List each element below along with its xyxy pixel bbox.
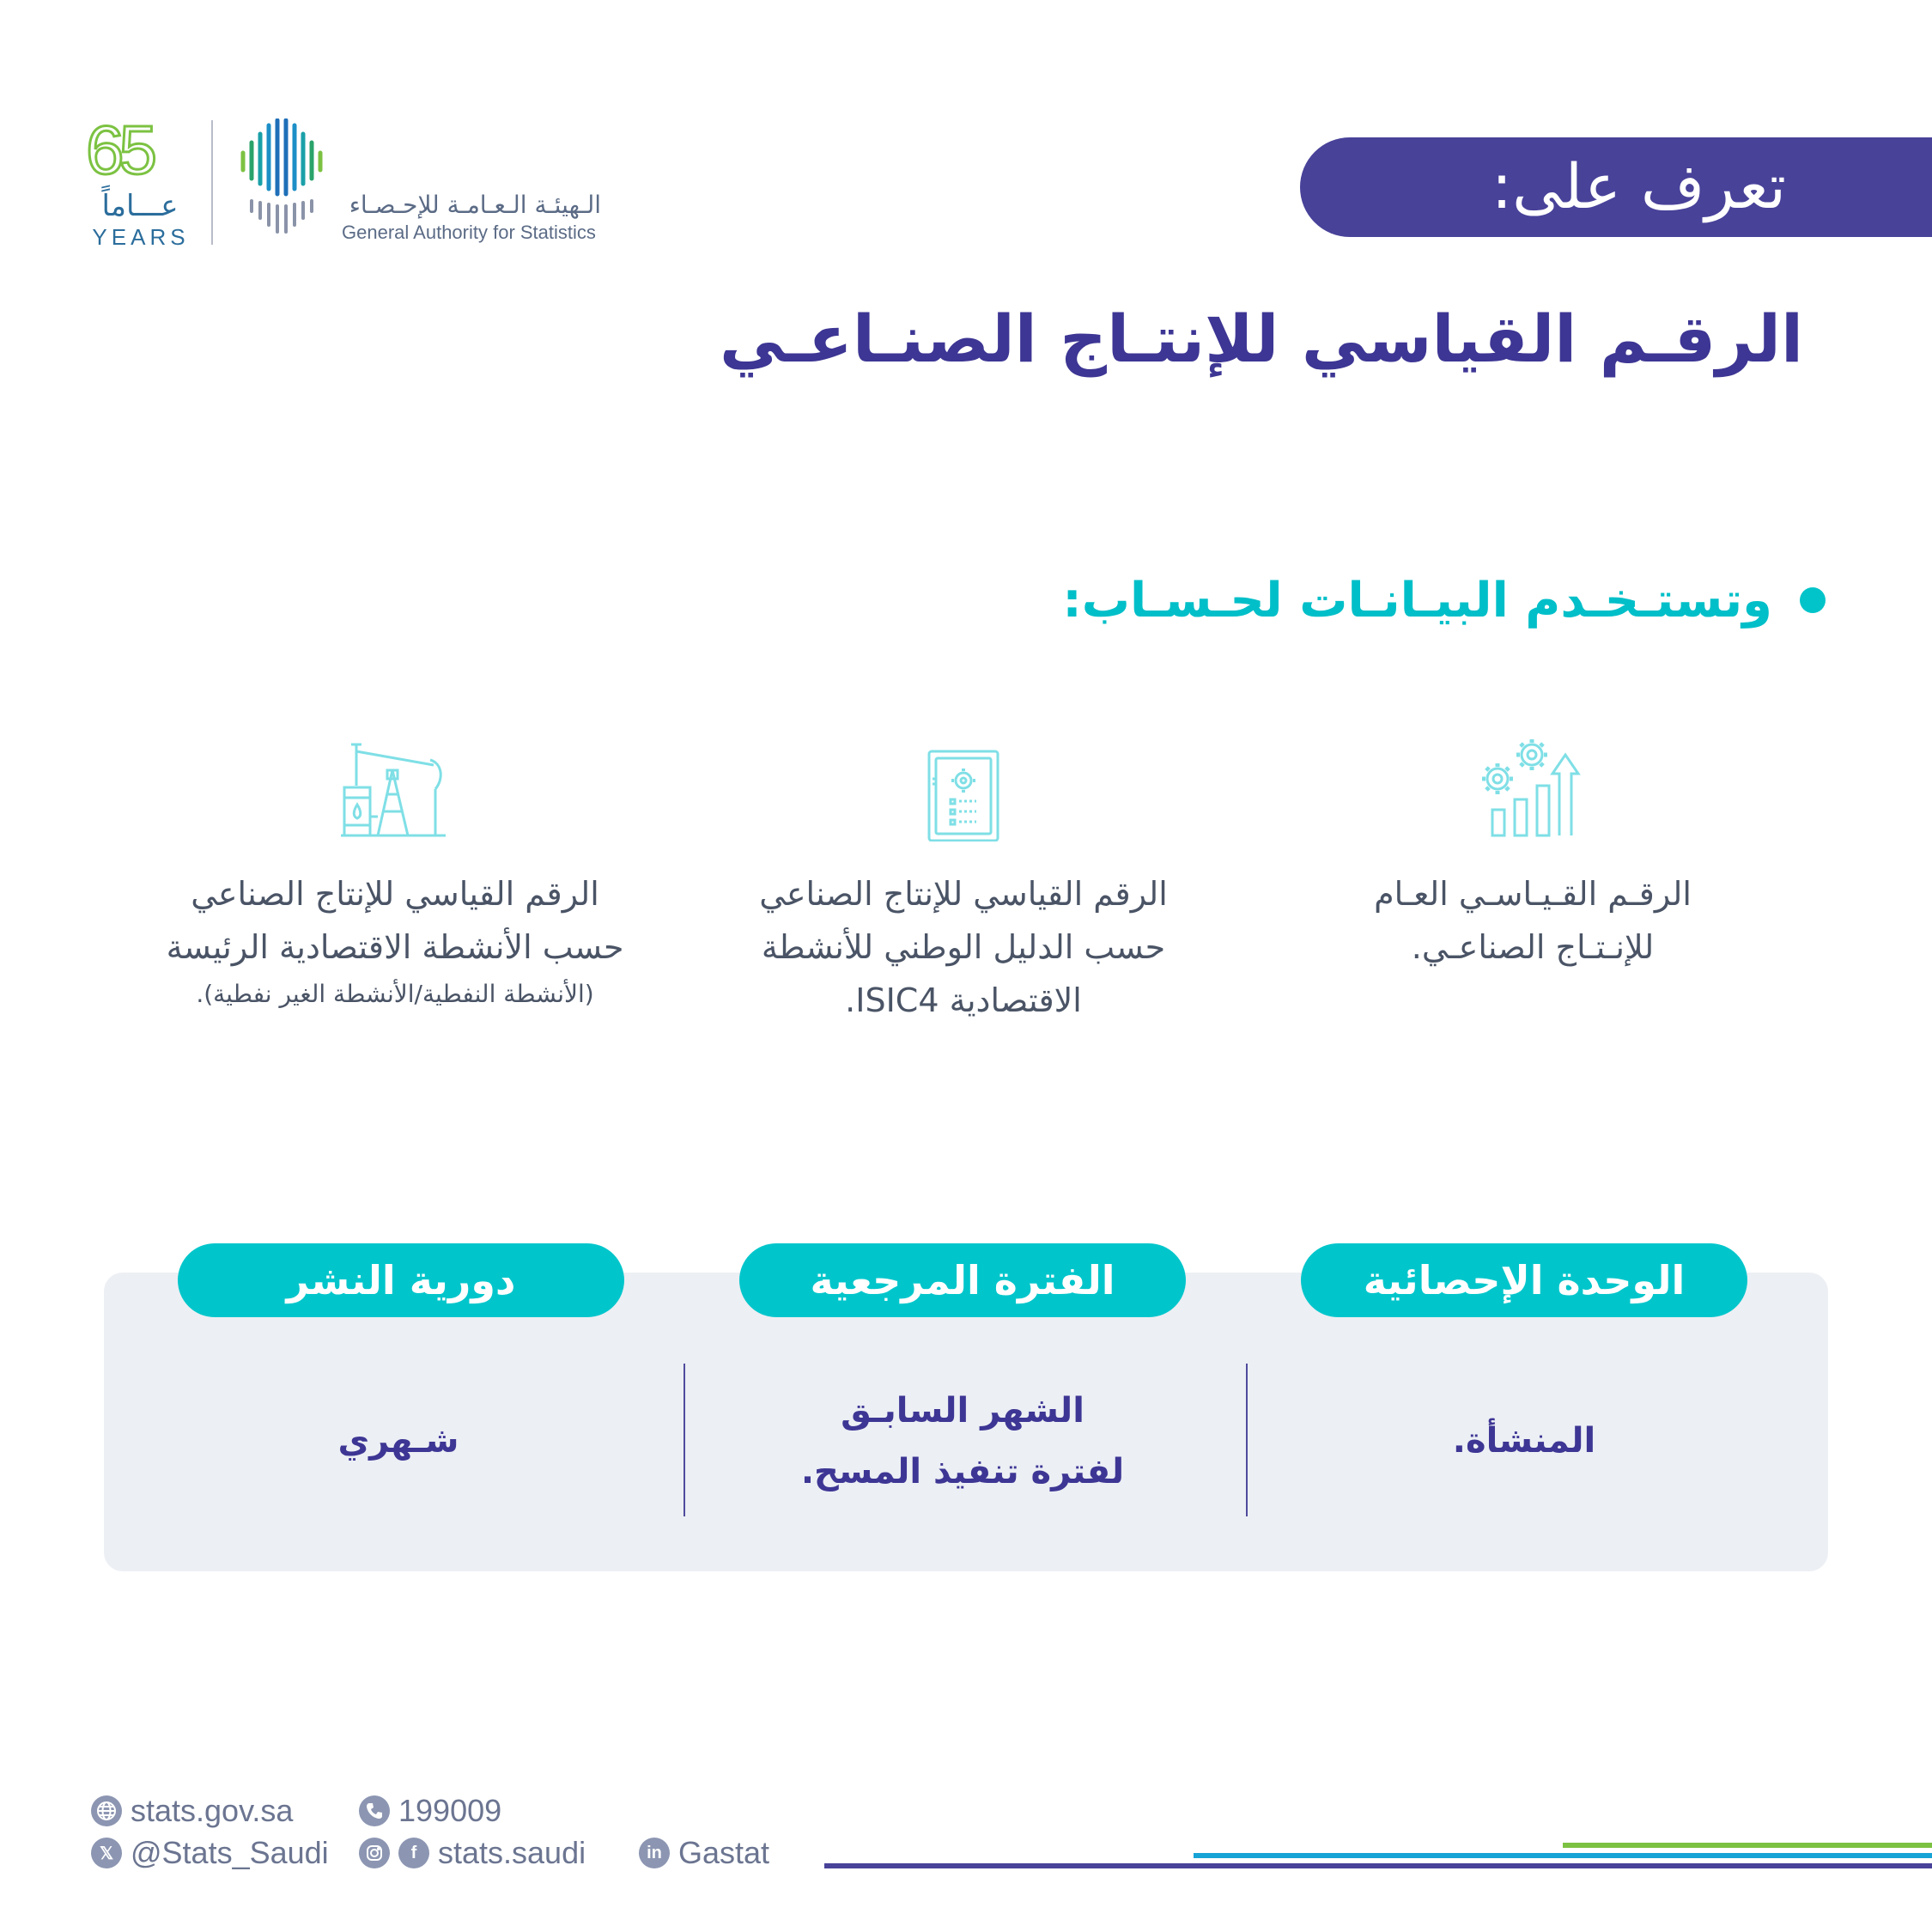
anniversary-label-ar: عـــاماً [101,189,179,223]
instagram-icon [359,1838,390,1868]
bullet-dot-icon [1800,587,1826,613]
anniversary-number-text: 65 [86,112,152,188]
statistical-unit-value: المنشأة. [1452,1421,1596,1461]
logo-divider [211,120,213,245]
linkedin-icon: in [639,1838,670,1868]
use-text: الرقـم القـيـاسـي العـام للإنـتـاج الصناعـي. [1374,875,1692,966]
website-text: stats.gov.sa [131,1793,294,1828]
publication-frequency-value: شـهري [337,1421,459,1461]
x-handle-text: @Stats_Saudi [131,1835,329,1870]
decorative-line-green [1563,1843,1932,1848]
org-name-ar: الـهيئـة الـعـامـة للإحـصـاء [349,191,601,219]
org-name-en: General Authority for Statistics [342,222,596,243]
globe-icon [91,1795,122,1826]
reference-period-tag: الفترة المرجعية [739,1243,1186,1317]
use-item [706,721,1221,1030]
use-item [137,721,653,1030]
classification-book-icon [908,734,1019,841]
column-divider [683,1364,685,1516]
linkedin-text: Gastat [678,1835,770,1870]
gears-growth-chart-icon [1477,734,1589,841]
uses-heading-text: وتستـخـدم البيـانـات لحـسـاب: [1062,573,1772,629]
reference-period-value-line2: لفترة تنفيذ المسح. [800,1452,1125,1492]
use-text-note: (الأنشطة النفطية/الأنشطة الغير نفطية). [196,980,594,1008]
column-divider [1246,1364,1248,1516]
footer-x-account[interactable] [91,1834,329,1872]
intro-banner [1300,137,1932,237]
facebook-icon: f [398,1838,429,1868]
publication-frequency-tag: دورية النشر [178,1243,624,1317]
use-item [1275,721,1790,1030]
page-title: الرقـم القياسي للإنتـاج الصنـاعـي [720,301,1803,377]
use-text: الرقم القياسي للإنتاج الصناعي حسب الدليل الوطني للأنشطة الاقتصادية ISIC4. [759,875,1168,1019]
social-handle-text: stats.saudi [438,1835,586,1870]
phone-text: 199009 [398,1793,502,1828]
anniversary-label-en: YEARS [92,224,190,250]
phone-icon [359,1795,390,1826]
uses-heading [795,567,1826,635]
use-text [137,867,653,1015]
decorative-line-blue [1194,1853,1932,1858]
reference-period-value-line1: الشهر السابـق [841,1391,1084,1431]
anniversary-logo [86,112,193,250]
footer-phone[interactable] [359,1792,501,1830]
footer-website[interactable] [91,1792,293,1830]
intro-label: تعرف على: [1491,150,1786,222]
anniversary-number [86,112,152,188]
gastat-logo-mark-icon [239,118,325,243]
footer-linkedin[interactable] [639,1834,769,1872]
statistical-unit-tag: الوحدة الإحصائية [1301,1243,1747,1317]
decorative-line-purple [824,1863,1932,1868]
oil-pump-icon [339,734,451,841]
x-logo-icon: 𝕏 [91,1838,122,1868]
use-text-main: الرقم القياسي للإنتاج الصناعي حسب الأنشطة الاقتصادية الرئيسة [166,875,624,966]
footer-social-accounts[interactable] [359,1834,586,1872]
